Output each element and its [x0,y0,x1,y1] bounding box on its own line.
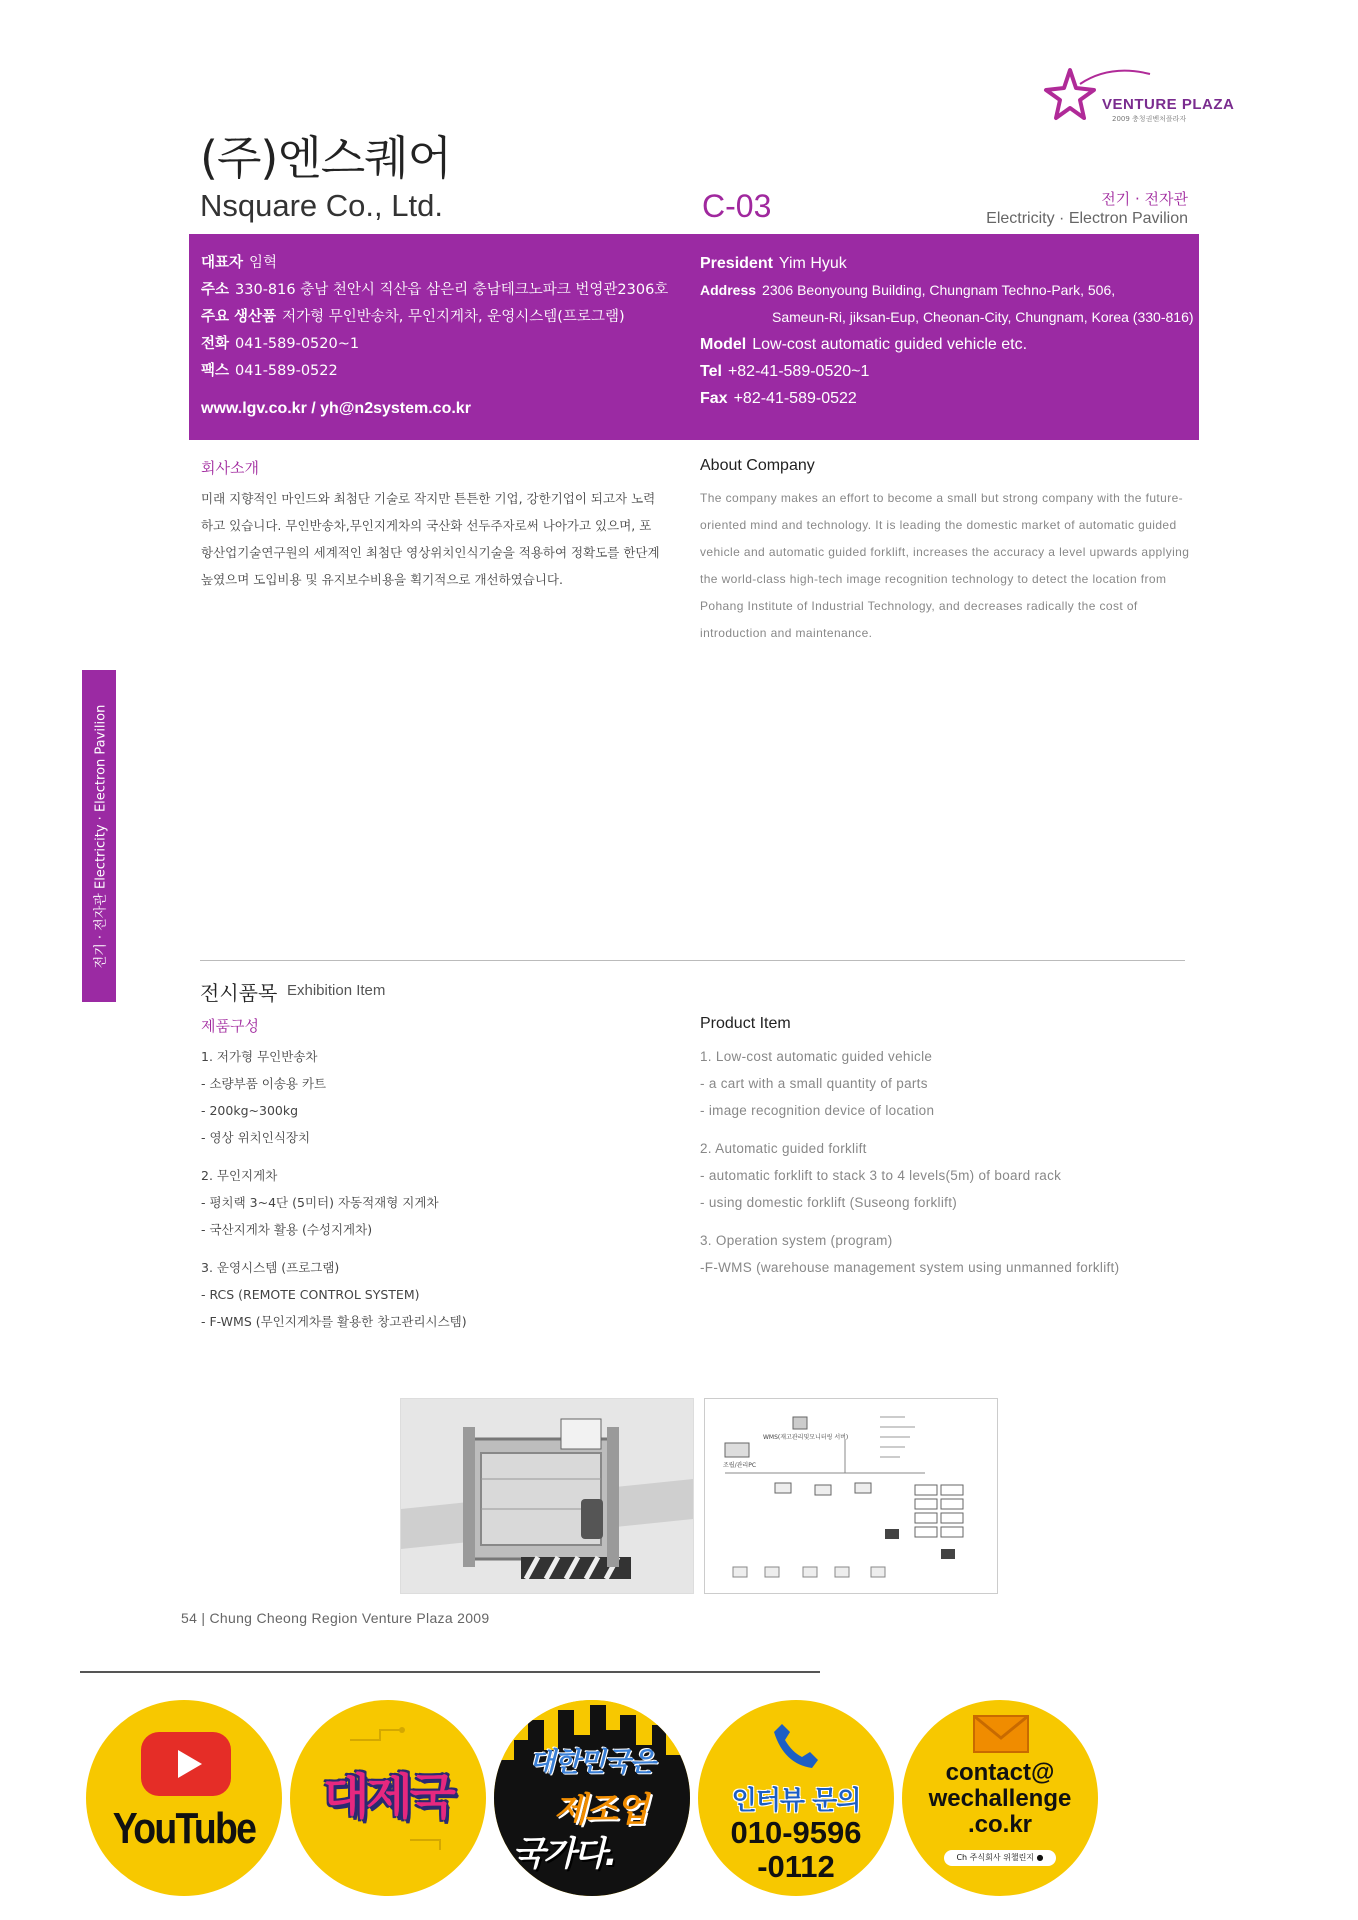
fax-label-en: Fax [700,390,728,407]
product-kr-item: - 국산지게차 활용 (수성지게차) [201,1222,373,1237]
product-kr-item: - 영상 위치인식장치 [201,1130,311,1145]
ceo-label: 대표자 [201,255,244,271]
product-kr-item: 1. 저가형 무인반송차 [201,1049,318,1064]
page-number: 54 [181,1610,198,1626]
info-kr [201,250,671,422]
footer-title: Chung Cheong Region Venture Plaza 2009 [209,1610,490,1626]
product-en-item: - a cart with a small quantity of parts [700,1076,928,1091]
contact-email-line-1: contact@ [945,1759,1055,1786]
diagram-server-label: WMS(재고관리및모니터링 서버) [763,1434,849,1441]
products-label: 주요 생산품 [201,309,277,325]
page-footer: 54 | Chung Cheong Region Venture Plaza 2009 [181,1610,490,1626]
exhibition-title-en: Exhibition Item [287,982,386,999]
product-kr-item: - 소량부품 이송용 카트 [201,1076,327,1091]
pavilion-en: Electricity · Electron Pavilion [986,210,1188,227]
address-row-kr [201,277,671,304]
slogan-line-2: 제조업 [554,1790,647,1830]
exhibition-title-kr: 전시품목 [200,981,278,1005]
contact-email-line-3: .co.kr [967,1811,1033,1838]
footer-line [80,1671,820,1673]
section-divider [200,960,1185,961]
about-heading-en: About Company [700,457,815,474]
pavilion-kr: 전기 · 전자관 [1101,190,1188,208]
slogan-badge[interactable] [494,1700,690,1896]
about-heading-kr: 회사소개 [201,459,259,477]
product-list-en [700,1043,1200,1281]
product-en-item: - using domestic forklift (Suseong forklift) [700,1195,958,1210]
tel-label-kr: 전화 [201,336,230,352]
logo-text: VENTURE PLAZA [1102,96,1235,113]
side-tab-label: 전기 · 전자관 Electricity · Electron Pavilion [93,704,109,968]
product-kr-item: 3. 운영시스템 (프로그램) [201,1260,340,1275]
product-en-item: 3. Operation system (program) [700,1233,893,1248]
model-label: Model [700,336,747,353]
product-list-kr [201,1043,661,1335]
interview-badge[interactable] [698,1700,894,1896]
model-row [700,331,1200,358]
list-spacer [700,1216,1200,1227]
interview-phone-line-2: -0112 [757,1849,835,1884]
interview-label: 인터뷰 문의 [731,1786,861,1816]
product-en-item: 1. Low-cost automatic guided vehicle [700,1049,933,1064]
product-en-item: -F-WMS (warehouse management system using unmanned forklift) [700,1260,1120,1275]
diagram-pc-label: 조립/관리PC [723,1462,757,1469]
president-label: President [700,255,773,272]
address-value-en-2: Sameun-Ri, jiksan-Eup, Cheonan-City, Chungnam, Korea (330-816) [772,309,1194,325]
youtube-badge[interactable] [86,1700,282,1896]
ceo-row [201,250,671,277]
tel-value-en: +82-41-589-0520~1 [727,363,870,380]
product-kr-item: - RCS (REMOTE CONTROL SYSTEM) [201,1287,420,1302]
company-name-kr: (주)엔스퀘어 [200,131,452,185]
side-tab-label-wrap [82,670,116,1002]
interview-phone [698,1816,894,1884]
about-text-en: The company makes an effort to become a small but strong company with the future-oriented mind and technology. It is leading the domestic market of automatic guided vehicle and automatic guided forklift, increases the accuracy a level upwards applying the world-class high-tech image recognition technology to detect the location from Pohang Institute of Industrial Technology, and decreases radically the cost of introduction and maintenance. [700,491,1190,640]
agv-cart-photo [400,1398,694,1594]
company-badge: Ch 주식회사 위챌린지 ● [944,1850,1056,1866]
phone-icon [768,1718,824,1774]
president-row [700,250,1200,277]
fax-row-kr [201,358,671,385]
address-value-en-1: 2306 Beonyoung Building, Chungnam Techno-Park, 506, [762,282,1116,298]
products-value: 저가형 무인반송차, 무인지게차, 운영시스템(프로그램) [282,309,625,325]
address-row-en [700,277,1200,304]
address-value-kr: 330-816 충남 천안시 직산읍 삼은리 충남테크노파크 번영관2306호 [235,282,669,298]
contact-email-line-2: wechallenge [928,1785,1072,1812]
tel-value-kr: 041-589-0520~1 [235,336,360,352]
contact-badge[interactable] [902,1700,1098,1896]
interview-phone-line-1: 010-9596 [730,1815,862,1850]
product-en-item: - automatic forklift to stack 3 to 4 levels(5m) of board rack [700,1168,1062,1183]
model-value: Low-cost automatic guided vehicle etc. [752,336,1028,353]
list-spacer [700,1124,1200,1135]
tel-row-kr [201,331,671,358]
product-kr-item: - 평치랙 3~4단 (5미터) 자동적재형 지게차 [201,1195,439,1210]
logo-subtext: 2009 충청권벤처플라자 [1112,115,1187,123]
brand-label: 대제국 [322,1769,454,1825]
product-kr-item: 2. 무인지게차 [201,1168,278,1183]
products-row [201,304,671,331]
youtube-label: YouTube [112,1804,256,1853]
ceo-value: 임혁 [249,255,278,271]
product-kr-item: - 200kg~300kg [201,1103,299,1118]
product-kr-item: - F-WMS (무인지게차를 활용한 창고관리시스템) [201,1314,467,1329]
play-icon [178,1750,202,1778]
product-en-item: 2. Automatic guided forklift [700,1141,867,1156]
fax-value-en: +82-41-589-0522 [733,390,857,407]
list-spacer [201,1243,661,1254]
system-diagram [704,1398,998,1594]
fax-row-en [700,385,1200,412]
president-value: Yim Hyuk [778,255,847,272]
address-label-en: Address [700,282,757,298]
product-heading-en: Product Item [700,1015,791,1032]
contact-email[interactable] [902,1760,1098,1838]
product-en-item: - image recognition device of location [700,1103,935,1118]
website-link[interactable]: www.lgv.co.kr / yh@n2system.co.kr [201,400,471,417]
address-label-kr: 주소 [201,282,230,298]
list-spacer [201,1151,661,1162]
fax-value-kr: 041-589-0522 [235,363,338,379]
tel-label-en: Tel [700,363,722,380]
info-en [700,250,1200,412]
product-heading-kr: 제품구성 [201,1017,259,1035]
company-name-en: Nsquare Co., Ltd. [200,188,443,223]
tel-row-en [700,358,1200,385]
youtube-icon [141,1732,231,1796]
booth-number: C-03 [702,188,772,224]
fax-label-kr: 팩스 [201,363,230,379]
slogan-line-3: 국가다. [512,1834,616,1874]
brand-badge[interactable] [290,1700,486,1896]
about-text-kr: 미래 지향적인 마인드와 최첨단 기술로 작지만 튼튼한 기업, 강한기업이 되고자 노력하고 있습니다. 무인반송차,무인지게차의 국산화 선두주자로써 나아가고 있으며, 포항산업기술연구원의 세계적인 최첨단 영상위치인식기술을 적용하여 정확도를 한단계 높였으며 도입비용 및 유지보수비용을 획기적으로 개선하였습니다. [201,491,660,587]
envelope-icon [972,1714,1030,1754]
slogan-line-1: 대한민국은 [529,1747,655,1778]
